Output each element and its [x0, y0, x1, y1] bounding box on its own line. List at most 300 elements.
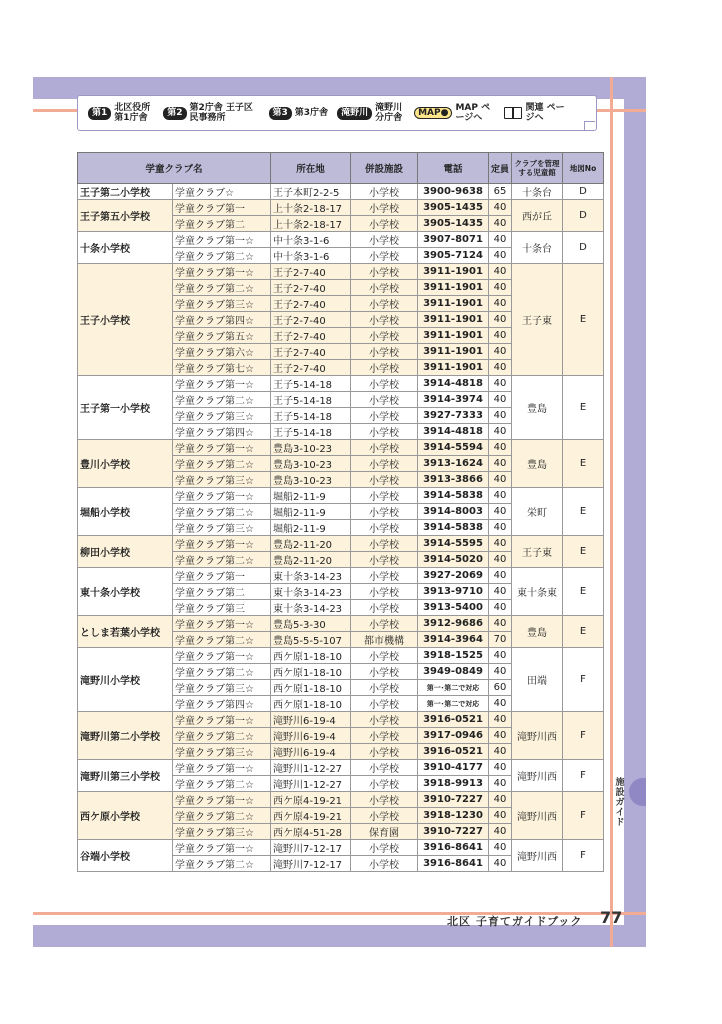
header-capacity: 定員 [489, 153, 512, 184]
table-row [78, 264, 604, 280]
club-tel: 3911-1901 [418, 328, 489, 344]
club-facility: 小学校 [351, 360, 418, 376]
club-tel: 3914-5595 [418, 536, 489, 552]
club-facility: 小学校 [351, 536, 418, 552]
club-table [77, 152, 604, 872]
club-address: 滝野川7-12-17 [271, 856, 351, 872]
club-capacity: 40 [489, 296, 512, 312]
club-address: 王子5-14-18 [271, 392, 351, 408]
club-address: 堀船2-11-9 [271, 504, 351, 520]
side-label: 施設ガイド [615, 778, 625, 828]
club-facility: 小学校 [351, 392, 418, 408]
club-address: 豊島3-10-23 [271, 456, 351, 472]
club-name: 学童クラブ第六☆ [173, 344, 271, 360]
club-capacity: 40 [489, 280, 512, 296]
club-name: 学童クラブ第四☆ [173, 696, 271, 712]
club-facility: 小学校 [351, 440, 418, 456]
club-address: 豊島5-3-30 [271, 616, 351, 632]
club-facility: 小学校 [351, 600, 418, 616]
school-name: 谷端小学校 [78, 840, 173, 872]
managing-center: 滝野川西 [512, 840, 563, 872]
club-address: 王子2-7-40 [271, 344, 351, 360]
club-capacity: 40 [489, 808, 512, 824]
club-tel: 3949-0849 [418, 664, 489, 680]
club-capacity: 40 [489, 344, 512, 360]
club-tel: 3912-9686 [418, 616, 489, 632]
map-number: E [563, 616, 604, 648]
club-address: 豊島3-10-23 [271, 472, 351, 488]
school-name: 西ケ原小学校 [78, 792, 173, 840]
map-number: D [563, 200, 604, 232]
club-capacity: 40 [489, 248, 512, 264]
club-facility: 小学校 [351, 712, 418, 728]
footer-title: 北区 子育てガイドブック [447, 915, 583, 928]
club-tel: 3927-2069 [418, 568, 489, 584]
club-facility: 小学校 [351, 568, 418, 584]
legend-item-4 [337, 103, 405, 123]
managing-center: 滝野川西 [512, 760, 563, 792]
legend-badge: 滝野川 [337, 107, 372, 120]
club-tel: 3911-1901 [418, 312, 489, 328]
legend-label: 関連 ページへ [525, 103, 565, 123]
club-capacity: 40 [489, 760, 512, 776]
club-name: 学童クラブ第七☆ [173, 360, 271, 376]
club-name: 学童クラブ第二☆ [173, 248, 271, 264]
club-name: 学童クラブ第二☆ [173, 504, 271, 520]
club-tel: 3913-9710 [418, 584, 489, 600]
map-number: D [563, 232, 604, 264]
club-address: 滝野川6-19-4 [271, 744, 351, 760]
club-name: 学童クラブ第二☆ [173, 776, 271, 792]
club-address: 豊島2-11-20 [271, 536, 351, 552]
map-number: D [563, 184, 604, 200]
club-name: 学童クラブ第二☆ [173, 456, 271, 472]
club-facility: 小学校 [351, 200, 418, 216]
club-facility: 都市機構 [351, 632, 418, 648]
club-tel: 3917-0946 [418, 728, 489, 744]
club-facility: 小学校 [351, 312, 418, 328]
club-capacity: 40 [489, 424, 512, 440]
club-name: 学童クラブ第三☆ [173, 408, 271, 424]
club-address: 王子5-14-18 [271, 408, 351, 424]
club-capacity: 40 [489, 200, 512, 216]
club-tel: 3910-7227 [418, 792, 489, 808]
club-facility: 小学校 [351, 232, 418, 248]
club-tel: 第一･第二で対応 [418, 680, 489, 696]
fold-corner [584, 121, 595, 130]
table-row [78, 840, 604, 856]
club-name: 学童クラブ第三☆ [173, 680, 271, 696]
managing-center: 田端 [512, 648, 563, 712]
club-name: 学童クラブ第一☆ [173, 376, 271, 392]
club-tel: 3905-7124 [418, 248, 489, 264]
club-tel: 3916-8641 [418, 840, 489, 856]
book-icon [504, 107, 522, 119]
club-facility: 小学校 [351, 472, 418, 488]
header-managing: クラブを管理する児童館 [512, 153, 563, 184]
club-tel: 3911-1901 [418, 296, 489, 312]
school-name: 東十条小学校 [78, 568, 173, 616]
club-tel: 3911-1901 [418, 264, 489, 280]
club-address: 滝野川6-19-4 [271, 712, 351, 728]
club-address: 王子2-7-40 [271, 280, 351, 296]
club-facility: 小学校 [351, 840, 418, 856]
club-capacity: 40 [489, 456, 512, 472]
club-capacity: 40 [489, 360, 512, 376]
managing-center: 滝野川西 [512, 712, 563, 760]
header-tel: 電話 [418, 153, 489, 184]
club-address: 王子2-7-40 [271, 264, 351, 280]
club-facility: 小学校 [351, 552, 418, 568]
club-name: 学童クラブ第三☆ [173, 520, 271, 536]
school-name: 王子第五小学校 [78, 200, 173, 232]
club-name: 学童クラブ第三☆ [173, 296, 271, 312]
club-name: 学童クラブ第二☆ [173, 280, 271, 296]
managing-center: 王子東 [512, 536, 563, 568]
club-capacity: 40 [489, 856, 512, 872]
managing-center: 十条台 [512, 232, 563, 264]
club-facility: 小学校 [351, 760, 418, 776]
map-number: F [563, 840, 604, 872]
club-facility: 小学校 [351, 376, 418, 392]
managing-center: 豊島 [512, 440, 563, 488]
table-row [78, 712, 604, 728]
club-tel: 3916-8641 [418, 856, 489, 872]
club-capacity: 40 [489, 712, 512, 728]
club-capacity: 40 [489, 776, 512, 792]
table-body [78, 184, 604, 872]
club-tel: 3911-1901 [418, 360, 489, 376]
club-facility: 小学校 [351, 488, 418, 504]
club-facility: 小学校 [351, 424, 418, 440]
map-number: E [563, 568, 604, 616]
club-address: 東十条3-14-23 [271, 600, 351, 616]
club-capacity: 40 [489, 536, 512, 552]
club-address: 王子2-7-40 [271, 328, 351, 344]
club-facility: 小学校 [351, 184, 418, 200]
club-facility: 小学校 [351, 696, 418, 712]
school-name: 王子第一小学校 [78, 376, 173, 440]
managing-center: 王子東 [512, 264, 563, 376]
map-number: F [563, 760, 604, 792]
club-facility: 小学校 [351, 264, 418, 280]
club-facility: 小学校 [351, 408, 418, 424]
table-row [78, 488, 604, 504]
club-name: 学童クラブ第一☆ [173, 648, 271, 664]
club-address: 王子2-7-40 [271, 360, 351, 376]
club-address: 西ケ原1-18-10 [271, 664, 351, 680]
managing-center: 栄町 [512, 488, 563, 536]
club-tel: 3914-8003 [418, 504, 489, 520]
club-address: 滝野川1-12-27 [271, 776, 351, 792]
side-band [624, 77, 646, 947]
managing-center: 豊島 [512, 616, 563, 648]
club-facility: 小学校 [351, 280, 418, 296]
school-name: 滝野川第二小学校 [78, 712, 173, 760]
club-name: 学童クラブ第二☆ [173, 728, 271, 744]
club-address: 西ケ原4-19-21 [271, 792, 351, 808]
table-row [78, 792, 604, 808]
legend-label: 滝野川 分庁舎 [375, 103, 403, 123]
club-facility: 小学校 [351, 216, 418, 232]
club-capacity: 40 [489, 376, 512, 392]
club-tel: 3914-5838 [418, 488, 489, 504]
club-tel: 第一･第二で対応 [418, 696, 489, 712]
table-row [78, 232, 604, 248]
club-tel: 3913-5400 [418, 600, 489, 616]
club-name: 学童クラブ第一☆ [173, 840, 271, 856]
managing-center: 西が丘 [512, 200, 563, 232]
club-facility: 小学校 [351, 856, 418, 872]
club-facility: 小学校 [351, 328, 418, 344]
club-capacity: 40 [489, 728, 512, 744]
club-name: 学童クラブ第一☆ [173, 760, 271, 776]
club-name: 学童クラブ☆ [173, 184, 271, 200]
table-row [78, 440, 604, 456]
club-tel: 3911-1901 [418, 280, 489, 296]
club-name: 学童クラブ第一☆ [173, 536, 271, 552]
club-capacity: 40 [489, 824, 512, 840]
club-capacity: 60 [489, 680, 512, 696]
club-tel: 3905-1435 [418, 216, 489, 232]
table-row [78, 376, 604, 392]
club-address: 西ケ原1-18-10 [271, 680, 351, 696]
school-name: 王子第二小学校 [78, 184, 173, 200]
map-number: F [563, 648, 604, 712]
club-capacity: 40 [489, 648, 512, 664]
club-capacity: 65 [489, 184, 512, 200]
table-header [78, 153, 604, 184]
club-address: 王子5-14-18 [271, 376, 351, 392]
club-address: 滝野川1-12-27 [271, 760, 351, 776]
club-tel: 3914-3974 [418, 392, 489, 408]
club-name: 学童クラブ第三☆ [173, 824, 271, 840]
map-number: F [563, 712, 604, 760]
club-facility: 小学校 [351, 344, 418, 360]
club-tel: 3927-7333 [418, 408, 489, 424]
club-facility: 小学校 [351, 792, 418, 808]
club-capacity: 40 [489, 440, 512, 456]
club-name: 学童クラブ第二 [173, 584, 271, 600]
club-address: 堀船2-11-9 [271, 488, 351, 504]
legend-item-related [504, 103, 565, 123]
map-number: E [563, 536, 604, 568]
legend-label: MAP ページへ [455, 103, 491, 123]
club-facility: 小学校 [351, 248, 418, 264]
club-facility: 小学校 [351, 296, 418, 312]
map-icon: MAP● [414, 107, 452, 119]
club-capacity: 40 [489, 664, 512, 680]
school-name: 柳田小学校 [78, 536, 173, 568]
club-name: 学童クラブ第一 [173, 200, 271, 216]
table-row [78, 648, 604, 664]
club-name: 学童クラブ第二☆ [173, 552, 271, 568]
club-capacity: 40 [489, 568, 512, 584]
club-capacity: 40 [489, 488, 512, 504]
header-facility: 併設施設 [351, 153, 418, 184]
club-name: 学童クラブ第一☆ [173, 712, 271, 728]
club-tel: 3914-3964 [418, 632, 489, 648]
club-name: 学童クラブ第一☆ [173, 488, 271, 504]
club-facility: 小学校 [351, 664, 418, 680]
legend-label: 第2庁舎 王子区民事務所 [189, 103, 253, 123]
club-tel: 3900-9638 [418, 184, 489, 200]
club-facility: 小学校 [351, 648, 418, 664]
club-facility: 小学校 [351, 616, 418, 632]
legend-label: 第3庁舎 [294, 108, 329, 118]
club-name: 学童クラブ第一☆ [173, 616, 271, 632]
club-capacity: 40 [489, 216, 512, 232]
school-name: 滝野川小学校 [78, 648, 173, 712]
legend-badge: 第1 [88, 107, 111, 120]
club-address: 東十条3-14-23 [271, 584, 351, 600]
club-capacity: 40 [489, 504, 512, 520]
managing-center: 滝野川西 [512, 792, 563, 840]
club-address: 王子5-14-18 [271, 424, 351, 440]
club-tel: 3914-4818 [418, 376, 489, 392]
club-address: 西ケ原4-19-21 [271, 808, 351, 824]
page-number: 77 [600, 908, 623, 927]
table-row [78, 184, 604, 200]
club-facility: 小学校 [351, 808, 418, 824]
club-facility: 小学校 [351, 680, 418, 696]
club-tel: 3914-4818 [418, 424, 489, 440]
club-tel: 3907-8071 [418, 232, 489, 248]
club-capacity: 40 [489, 408, 512, 424]
header-map: 地図No [563, 153, 604, 184]
club-capacity: 40 [489, 840, 512, 856]
club-address: 西ケ原1-18-10 [271, 696, 351, 712]
club-capacity: 40 [489, 552, 512, 568]
club-name: 学童クラブ第二☆ [173, 632, 271, 648]
legend-label: 北区役所 第1庁舎 [114, 103, 151, 123]
club-facility: 小学校 [351, 584, 418, 600]
school-name: 豊川小学校 [78, 440, 173, 488]
club-tel: 3905-1435 [418, 200, 489, 216]
club-address: 王子2-7-40 [271, 296, 351, 312]
table-row [78, 760, 604, 776]
map-number: E [563, 440, 604, 488]
club-address: 滝野川6-19-4 [271, 728, 351, 744]
club-facility: 小学校 [351, 776, 418, 792]
legend-badge: 第3 [269, 107, 292, 120]
club-address: 王子2-7-40 [271, 312, 351, 328]
club-address: 滝野川7-12-17 [271, 840, 351, 856]
club-address: 豊島2-11-20 [271, 552, 351, 568]
table-row [78, 200, 604, 216]
map-number: E [563, 376, 604, 440]
club-name: 学童クラブ第一☆ [173, 792, 271, 808]
club-facility: 小学校 [351, 504, 418, 520]
club-name: 学童クラブ第三☆ [173, 472, 271, 488]
club-address: 豊島3-10-23 [271, 440, 351, 456]
table-row [78, 568, 604, 584]
club-capacity: 40 [489, 616, 512, 632]
club-capacity: 40 [489, 744, 512, 760]
club-capacity: 40 [489, 312, 512, 328]
club-tel: 3914-5020 [418, 552, 489, 568]
club-facility: 小学校 [351, 744, 418, 760]
club-address: 中十条3-1-6 [271, 248, 351, 264]
legend-item-map [414, 103, 495, 123]
club-name: 学童クラブ第二 [173, 216, 271, 232]
club-name: 学童クラブ第一 [173, 568, 271, 584]
managing-center: 東十条東 [512, 568, 563, 616]
legend-item-3 [269, 107, 329, 120]
legend-item-2 [163, 103, 259, 123]
club-name: 学童クラブ第二☆ [173, 808, 271, 824]
club-tel: 3913-3866 [418, 472, 489, 488]
club-facility: 小学校 [351, 456, 418, 472]
club-address: 中十条3-1-6 [271, 232, 351, 248]
club-name: 学童クラブ第二☆ [173, 664, 271, 680]
club-address: 王子本町2-2-5 [271, 184, 351, 200]
header-name: 学童クラブ名 [78, 153, 271, 184]
school-name: 堀船小学校 [78, 488, 173, 536]
club-capacity: 40 [489, 264, 512, 280]
club-address: 上十条2-18-17 [271, 200, 351, 216]
legend-box [77, 95, 597, 131]
club-name: 学童クラブ第三☆ [173, 744, 271, 760]
club-tel: 3913-1624 [418, 456, 489, 472]
club-name: 学童クラブ第四☆ [173, 312, 271, 328]
club-address: 西ケ原1-18-10 [271, 648, 351, 664]
school-name: としま若葉小学校 [78, 616, 173, 648]
club-capacity: 40 [489, 584, 512, 600]
club-name: 学童クラブ第二☆ [173, 856, 271, 872]
club-name: 学童クラブ第三 [173, 600, 271, 616]
table-row [78, 616, 604, 632]
school-name: 王子小学校 [78, 264, 173, 376]
club-tel: 3918-9913 [418, 776, 489, 792]
club-tel: 3914-5594 [418, 440, 489, 456]
managing-center: 豊島 [512, 376, 563, 440]
club-address: 堀船2-11-9 [271, 520, 351, 536]
club-capacity: 40 [489, 328, 512, 344]
club-capacity: 40 [489, 392, 512, 408]
club-capacity: 40 [489, 696, 512, 712]
club-tel: 3914-5838 [418, 520, 489, 536]
legend-badge: 第2 [163, 107, 186, 120]
club-name: 学童クラブ第二☆ [173, 392, 271, 408]
club-tel: 3916-0521 [418, 712, 489, 728]
managing-center: 十条台 [512, 184, 563, 200]
club-tel: 3910-4177 [418, 760, 489, 776]
club-capacity: 40 [489, 792, 512, 808]
header-address: 所在地 [271, 153, 351, 184]
club-name: 学童クラブ第一☆ [173, 232, 271, 248]
map-number: E [563, 488, 604, 536]
club-capacity: 40 [489, 520, 512, 536]
club-capacity: 40 [489, 232, 512, 248]
club-facility: 小学校 [351, 728, 418, 744]
club-tel: 3916-0521 [418, 744, 489, 760]
club-tel: 3911-1901 [418, 344, 489, 360]
school-name: 滝野川第三小学校 [78, 760, 173, 792]
club-tel: 3918-1230 [418, 808, 489, 824]
club-name: 学童クラブ第一☆ [173, 264, 271, 280]
club-address: 上十条2-18-17 [271, 216, 351, 232]
legend-item-1 [88, 103, 154, 123]
club-address: 東十条3-14-23 [271, 568, 351, 584]
club-facility: 小学校 [351, 520, 418, 536]
club-name: 学童クラブ第一☆ [173, 440, 271, 456]
club-capacity: 40 [489, 472, 512, 488]
club-name: 学童クラブ第五☆ [173, 328, 271, 344]
club-capacity: 70 [489, 632, 512, 648]
map-number: E [563, 264, 604, 376]
club-tel: 3910-7227 [418, 824, 489, 840]
